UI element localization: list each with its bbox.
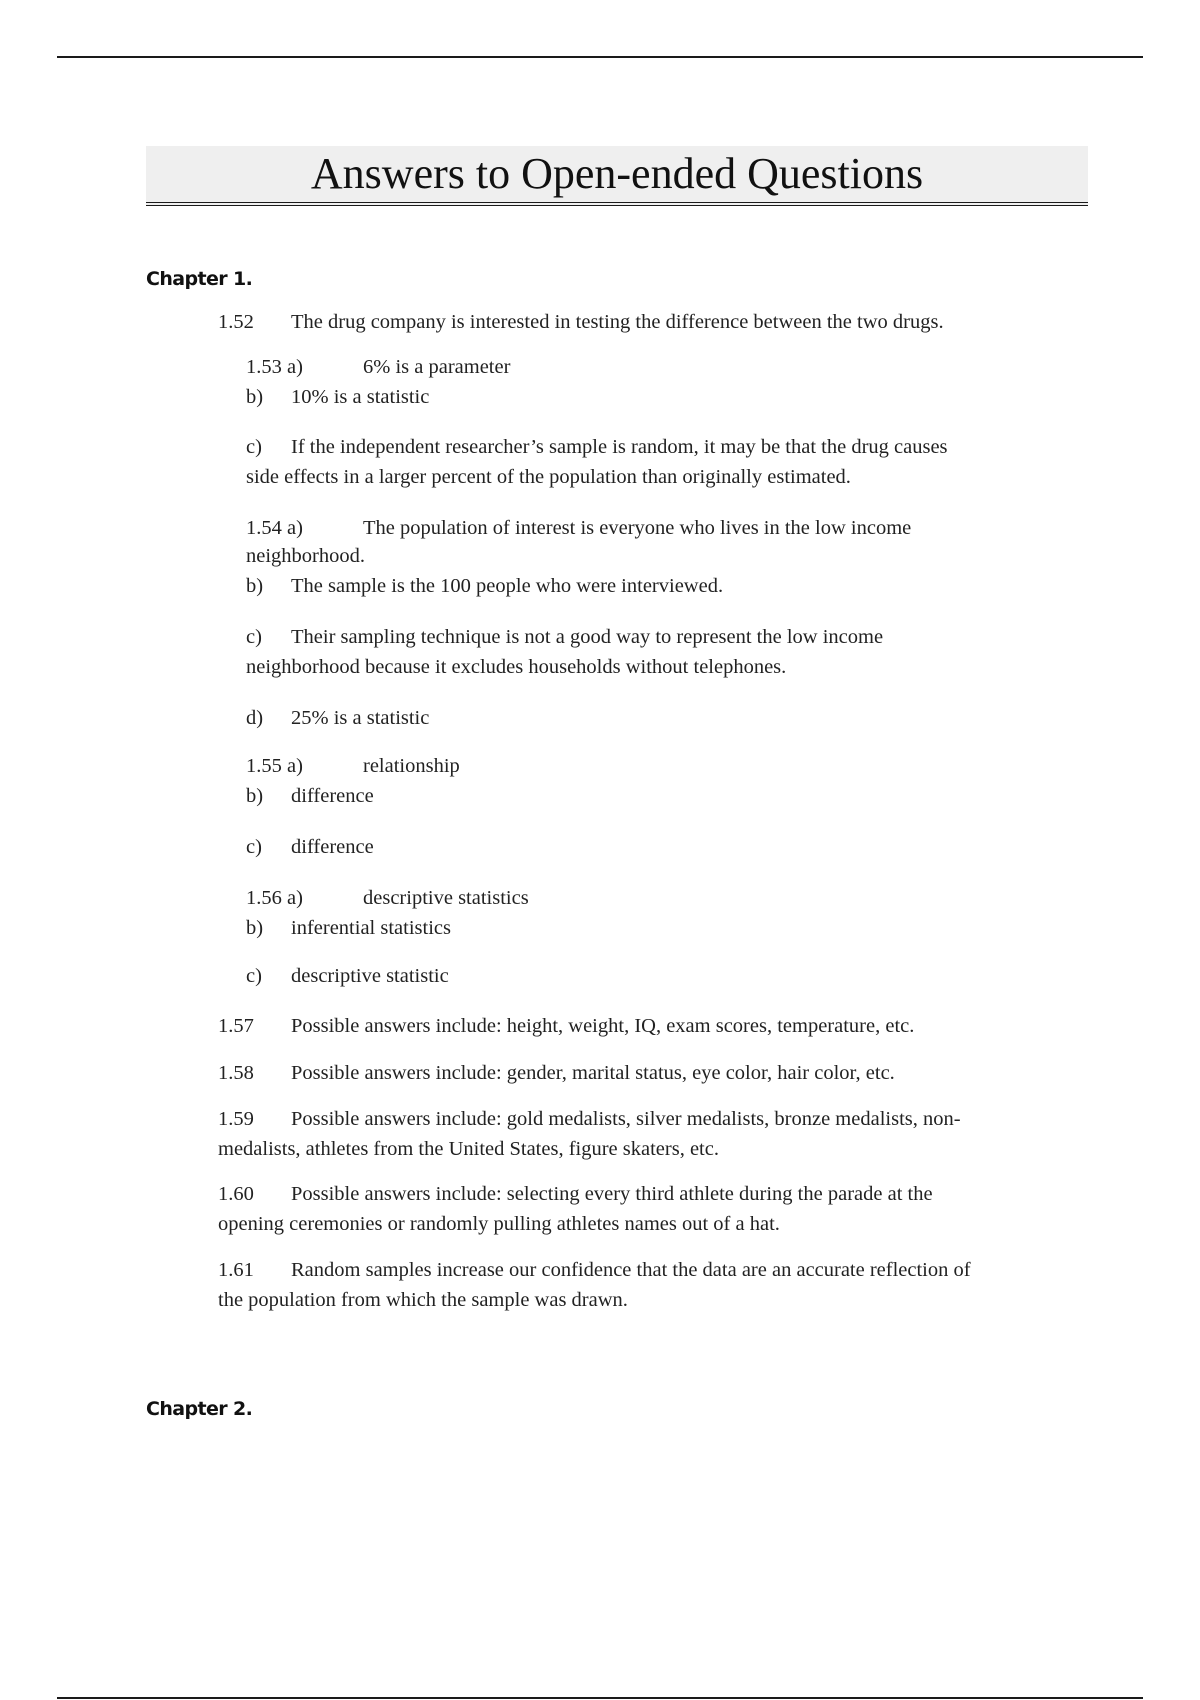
answer-number: 1.58 [218,1062,254,1084]
answer-1-54c-cont: neighborhood because it excludes households without telephones. [246,656,787,678]
answer-text: Possible answers include: selecting every third athlete during the parade at the [291,1183,933,1205]
answer-text: Possible answers include: gender, marital status, eye color, hair color, etc. [291,1062,895,1084]
answer-number: 1.61 [218,1259,254,1281]
answer-text: The sample is the 100 people who were interviewed. [291,575,724,597]
answer-1-59 [218,1104,961,1134]
answer-1-54d [246,703,429,733]
answer-1-60 [218,1179,933,1209]
answer-number: b) [246,575,264,597]
answer-number: 1.55 a) [246,755,303,777]
answer-text: 25% is a statistic [291,707,430,729]
answer-1-54a [246,513,911,543]
answer-text: descriptive statistics [363,887,529,909]
answer-1-53c-cont: side effects in a larger percent of the population than originally estimated. [246,466,851,488]
answer-number: c) [246,626,262,648]
answer-number: b) [246,917,264,939]
answer-1-56c [246,961,449,991]
answer-1-53b [246,382,429,412]
answer-1-53c [246,432,948,462]
answer-1-60-cont: opening ceremonies or randomly pulling athletes names out of a hat. [218,1213,780,1235]
answer-1-58 [218,1058,895,1088]
chapter-1-heading: Chapter 1. [146,268,253,290]
answer-text: inferential statistics [291,917,451,939]
answer-1-55c [246,832,374,862]
answer-1-56a [246,883,529,913]
answer-text: Possible answers include: gold medalists, silver medalists, bronze medalists, non- [291,1108,961,1130]
answer-1-61-cont: the population from which the sample was drawn. [218,1289,628,1311]
answer-1-56b [246,913,451,943]
answer-number: 1.54 a) [246,517,303,539]
answer-text: difference [291,785,374,807]
answer-number: 1.59 [218,1108,254,1130]
answer-number: 1.52 [218,311,254,333]
answer-1-54a-cont: neighborhood. [246,545,365,567]
bottom-rule [57,1697,1143,1699]
answer-number: b) [246,785,264,807]
answer-number: c) [246,436,262,458]
answer-text: 6% is a parameter [363,356,511,378]
answer-1-52 [218,307,944,337]
answer-1-54b [246,571,723,601]
answer-1-53a [246,352,510,382]
answer-text: 10% is a statistic [291,386,430,408]
answer-number: 1.56 a) [246,887,303,909]
title-banner [146,146,1088,206]
answer-text: If the independent researcher’s sample is random, it may be that the drug causes [291,436,948,458]
top-rule [57,56,1143,58]
answer-1-57 [218,1011,914,1041]
answer-number: c) [246,836,262,858]
answer-text: difference [291,836,374,858]
answer-text: descriptive statistic [291,965,449,987]
answer-1-55b [246,781,374,811]
answer-number: d) [246,707,264,729]
answer-text: The population of interest is everyone who lives in the low income [363,517,912,539]
answer-text: The drug company is interested in testing the difference between the two drugs. [291,311,944,333]
answer-1-54c [246,622,883,652]
answer-number: b) [246,386,264,408]
answer-number: c) [246,965,262,987]
answer-text: Possible answers include: height, weight, IQ, exam scores, temperature, etc. [291,1015,915,1037]
answer-text: Their sampling technique is not a good way to represent the low income [291,626,884,648]
answer-number: 1.53 a) [246,356,303,378]
answer-1-59-cont: medalists, athletes from the United States, figure skaters, etc. [218,1138,719,1160]
answer-1-55a [246,751,460,781]
page-title: Answers to Open-ended Questions [310,149,924,198]
answer-number: 1.60 [218,1183,254,1205]
answer-number: 1.57 [218,1015,254,1037]
chapter-2-heading: Chapter 2. [146,1398,253,1420]
answer-1-61 [218,1255,971,1285]
answer-text: relationship [363,755,460,777]
answer-text: Random samples increase our confidence that the data are an accurate reflection of [291,1259,971,1281]
